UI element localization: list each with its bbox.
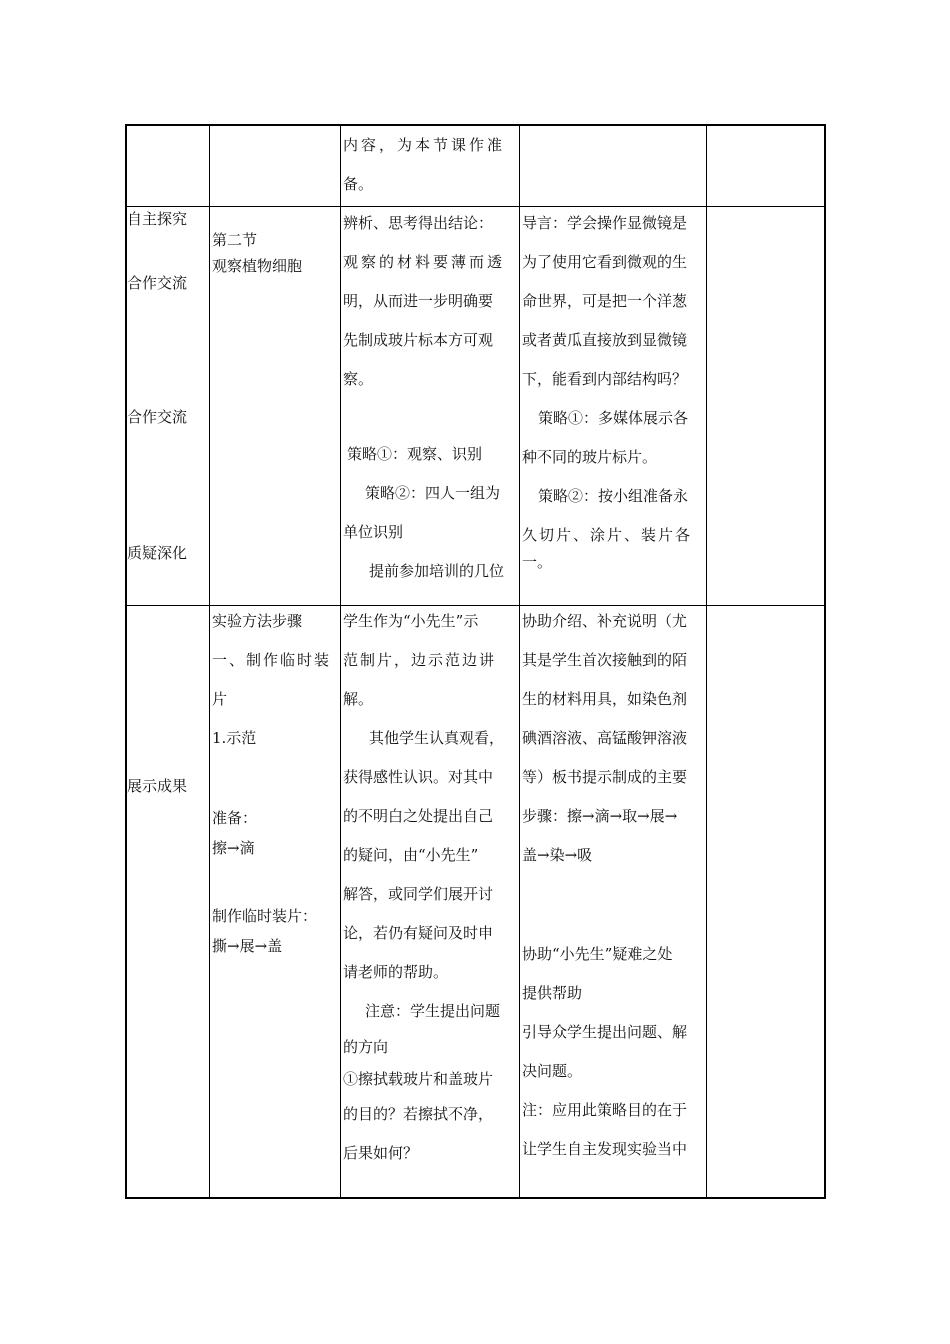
text-line: 让学生自主发现实验当中 [522, 1140, 688, 1158]
text-line: 观察的材料要薄而透 [343, 253, 506, 271]
text-line: 的方向 [343, 1038, 389, 1056]
text-line: 一、制作临时装 [212, 651, 332, 669]
row2-col2-cell [212, 229, 338, 277]
row2-col3-cell [343, 204, 519, 591]
text-line: 或者黄瓜直接放到显微镜 [522, 331, 688, 349]
row1-col3-cell [343, 126, 517, 204]
text-line: 范制片，边示范边讲 [343, 651, 497, 669]
text-line: 解。 [343, 690, 374, 708]
text-line: 策略①：多媒体展示各 [538, 409, 689, 427]
text-line: 生的材料用具，如染色剂 [522, 690, 688, 708]
text-line: 1.示范 [212, 729, 257, 747]
text-line: 的目的？若擦拭不净， [343, 1105, 494, 1123]
text-line: 提供帮助 [522, 984, 583, 1002]
section-title: 观察植物细胞 [212, 257, 303, 275]
text-line: 种不同的玻片标片。 [522, 448, 658, 466]
text-line: 策略②：按小组准备永 [538, 487, 689, 505]
lesson-plan-table [125, 124, 826, 1199]
text-line: 获得感性认识。对其中 [343, 768, 494, 786]
text-line: 单位识别 [343, 523, 404, 541]
text-line: 协助介绍、补充说明（尤 [522, 612, 688, 630]
text-line: 片 [212, 690, 228, 708]
col-divider [519, 126, 520, 1197]
row3-col2-cell [212, 602, 338, 961]
text-line: 碘酒溶液、高锰酸钾溶液 [522, 729, 688, 747]
text-line: 展示成果 [127, 777, 188, 795]
text-line: 为了使用它看到微观的生 [522, 253, 688, 271]
text-line: 撕→展→盖 [212, 937, 283, 955]
text-line: 下，能看到内部结构吗？ [522, 370, 688, 388]
text-line: 注：应用此策略目的在于 [522, 1101, 688, 1119]
text-line: 合作交流 [127, 274, 188, 292]
text-line: 导言：学会操作显微镜是 [522, 214, 688, 232]
text-line: 擦→滴 [212, 839, 255, 857]
text-line: 质疑深化 [127, 544, 188, 562]
text-line: 盖→染→吸 [522, 846, 593, 864]
text-line: 学生作为“小先生”示 [343, 612, 479, 630]
text-line: 备。 [343, 175, 374, 193]
text-line: 的不明白之处提出自己 [343, 807, 494, 825]
text-line: 辨析、思考得出结论： [343, 214, 494, 232]
text-line: 策略②：四人一组为 [365, 484, 501, 502]
col-divider [209, 126, 210, 1197]
text-line: 等）板书提示制成的主要 [522, 768, 688, 786]
row3-col1-cell [127, 767, 207, 806]
row3-col3-cell [343, 602, 519, 1173]
text-line: 提前参加培训的几位 [369, 562, 505, 580]
text-line: 其是学生首次接触到的陌 [522, 651, 688, 669]
col-divider [706, 126, 707, 1197]
text-line: 准备： [212, 809, 258, 827]
text-line: 解答，或同学们展开讨 [343, 885, 494, 903]
text-line: 协助“小先生”疑难之处 [522, 945, 673, 963]
text-line: 决问题。 [522, 1062, 583, 1080]
text-line: 的疑问，由“小先生” [343, 846, 479, 864]
text-line: 步骤：擦→滴→取→展→ [522, 807, 678, 825]
text-line: 策略①：观察、识别 [347, 445, 483, 463]
row2-col4-cell [522, 204, 706, 582]
text-line: 先制成玻片标本方可观 [343, 331, 494, 349]
text-line: 引导众学生提出问题、解 [522, 1023, 688, 1041]
text-line: 请老师的帮助。 [343, 963, 449, 981]
text-line: 合作交流 [127, 408, 188, 426]
text-line: 明，从而进一步明确要 [343, 292, 494, 310]
col-divider [340, 126, 341, 1197]
row3-col4-cell [522, 602, 706, 1169]
text-line: 注意：学生提出问题 [365, 1002, 501, 1020]
text-line: 自主探究 [127, 210, 188, 228]
text-line: 后果如何？ [343, 1144, 419, 1162]
text-line: 实验方法步骤 [212, 612, 303, 630]
text-line: 制作临时装片： [212, 907, 318, 925]
text-line: 论，若仍有疑问及时申 [343, 924, 494, 942]
text-line: 命世界，可是把一个洋葱 [522, 292, 688, 310]
text-line: 一。 [522, 553, 553, 571]
text-line: 久切片、涂片、装片各 [522, 526, 693, 544]
section-number: 第二节 [212, 231, 258, 249]
text-line: 内容，为本节课作准 [343, 136, 506, 154]
text-line: 察。 [343, 370, 374, 388]
text-line: 其他学生认真观看， [369, 729, 505, 747]
text-line: ①擦拭载玻片和盖玻片 [343, 1070, 494, 1088]
